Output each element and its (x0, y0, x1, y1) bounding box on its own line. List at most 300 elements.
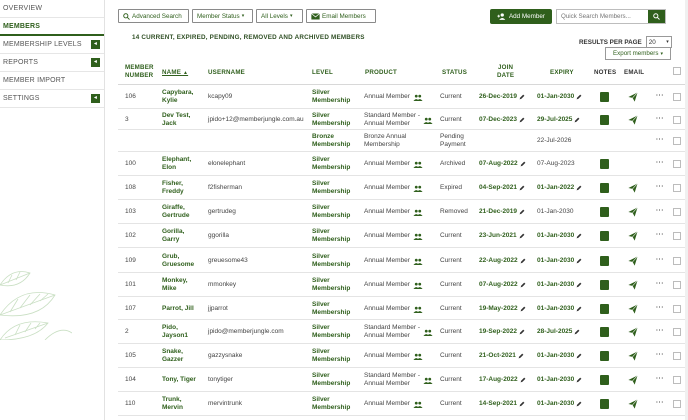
membership-level-link-line: Silver (312, 253, 330, 260)
notes-button[interactable] (600, 183, 609, 193)
member-name-link[interactable] (162, 376, 196, 384)
expiry-date (537, 137, 571, 145)
expiry-date[interactable] (537, 328, 580, 336)
membership-level-link[interactable] (312, 348, 350, 364)
notes-button[interactable] (600, 375, 609, 385)
sidebar-nav (0, 0, 104, 108)
join-date[interactable] (479, 305, 526, 313)
expand-icon[interactable]: ◂ (91, 58, 100, 67)
edit-pencil-icon[interactable] (576, 353, 582, 359)
expiry-date[interactable] (537, 116, 580, 124)
product-line: Annual Member (364, 281, 410, 288)
join-date[interactable] (479, 93, 525, 101)
expiry-date[interactable] (537, 257, 582, 265)
expiry-date-value: 22-Jul-2026 (537, 137, 572, 144)
users-group-icon (413, 353, 423, 360)
edit-pencil-icon[interactable] (576, 306, 582, 312)
status (440, 93, 462, 101)
status (440, 281, 462, 289)
advanced-search-button[interactable] (118, 9, 189, 23)
row-checkbox[interactable] (673, 93, 681, 101)
status (440, 305, 462, 313)
expiry-date[interactable] (537, 352, 582, 360)
member-name-link-line: Jayson1 (162, 332, 189, 339)
membership-level-link-line: Membership (312, 404, 351, 411)
send-email-icon[interactable] (628, 399, 638, 409)
table-row[interactable] (118, 85, 686, 109)
table-row[interactable] (118, 109, 686, 130)
status-line: Removed (440, 208, 468, 215)
email-button[interactable] (628, 304, 638, 317)
username: jjparrot (208, 305, 228, 312)
row-checkbox[interactable] (673, 232, 681, 240)
edit-pencil-icon[interactable] (519, 94, 525, 100)
notes-button[interactable] (600, 327, 609, 337)
product (364, 112, 433, 128)
username: gertrudeg (208, 208, 236, 215)
product-text (364, 232, 410, 240)
membership-level-link-line: Membership (312, 141, 351, 148)
product (364, 305, 423, 313)
member-number: 107 (125, 305, 136, 312)
member-name-link[interactable] (162, 156, 191, 172)
send-email-icon[interactable] (628, 92, 638, 102)
member-name-link-line: Elon (162, 164, 177, 171)
member-status-dropdown[interactable] (192, 9, 253, 23)
membership-level-link[interactable] (312, 112, 350, 128)
username: tonytiger (208, 376, 233, 383)
export-members-button[interactable] (605, 47, 671, 60)
edit-pencil-icon[interactable] (576, 258, 582, 264)
email-button[interactable] (628, 351, 638, 364)
results-per-page-value: 20 (648, 38, 656, 46)
email-button[interactable] (628, 256, 638, 269)
send-email-icon[interactable] (628, 304, 638, 314)
expiry-date[interactable] (537, 93, 582, 101)
send-email-icon[interactable] (628, 231, 638, 241)
row-checkbox[interactable] (673, 116, 681, 124)
product-text (364, 112, 420, 128)
col-join-date[interactable] (497, 64, 514, 80)
membership-level-link[interactable] (312, 228, 350, 244)
membership-level-link-line: Membership (312, 380, 351, 387)
username: jpido@memberjungle.com (208, 328, 284, 335)
join-date[interactable] (479, 184, 525, 192)
member-number: 103 (125, 208, 136, 215)
join-date[interactable] (479, 160, 526, 168)
export-members-label: Export members (613, 50, 659, 57)
member-name-link-line: Fisher, (162, 180, 183, 187)
member-number: 2 (125, 328, 129, 335)
edit-pencil-icon[interactable] (520, 377, 526, 383)
membership-level-link-line: Membership (312, 120, 351, 127)
member-name-link[interactable] (162, 305, 194, 313)
more-actions-icon[interactable]: ··· (656, 159, 664, 166)
notes-button[interactable] (600, 304, 609, 314)
product-line: Bronze Annual (364, 133, 407, 140)
product-line: Annual Member (364, 93, 410, 100)
table-row[interactable] (118, 273, 686, 297)
more-actions-icon[interactable]: ··· (656, 351, 664, 358)
status (440, 208, 468, 216)
membership-level-link[interactable] (312, 324, 350, 340)
table-row[interactable] (118, 152, 686, 176)
col-expiry[interactable]: EXPIRY (550, 69, 574, 76)
membership-level-link[interactable] (312, 253, 350, 269)
expiry-date[interactable] (537, 305, 582, 313)
product-line: Annual Member (364, 352, 410, 359)
more-actions-icon[interactable]: ··· (656, 136, 664, 143)
member-name-link-line: Jack (162, 120, 177, 127)
col-name[interactable] (162, 69, 188, 77)
caret-down-icon: ▾ (289, 13, 293, 19)
users-group-icon (413, 306, 423, 313)
sidebar-item-settings[interactable] (0, 90, 104, 108)
join-date[interactable] (479, 208, 525, 216)
notes-button[interactable] (600, 159, 609, 169)
edit-pencil-icon[interactable] (519, 401, 525, 407)
member-name-link[interactable] (162, 112, 190, 128)
membership-level-link[interactable] (312, 372, 350, 388)
send-email-icon[interactable] (628, 256, 638, 266)
edit-pencil-icon[interactable] (519, 209, 525, 215)
member-name-link[interactable] (162, 324, 188, 340)
table-row[interactable] (118, 344, 686, 368)
status-line: Pending (440, 133, 464, 140)
email-button[interactable] (628, 280, 638, 293)
caret-down-icon: ▾ (666, 39, 669, 45)
status-line: Current (440, 305, 462, 312)
edit-pencil-icon[interactable] (519, 117, 525, 123)
join-date[interactable] (479, 257, 526, 265)
product-line: Annual Member (364, 208, 410, 215)
sidebar-item-label: SETTINGS (3, 95, 40, 102)
membership-level-link[interactable] (312, 277, 350, 293)
member-name-link[interactable] (162, 396, 183, 412)
col-notes: NOTES (594, 69, 617, 76)
member-name-link-line: Freddy (162, 188, 184, 195)
membership-level-link-line: Silver (312, 301, 330, 308)
email-button[interactable] (628, 375, 638, 388)
expiry-date[interactable] (537, 281, 582, 289)
row-checkbox[interactable] (673, 328, 681, 336)
col-username[interactable]: USERNAME (208, 69, 246, 76)
join-date-value: 23-Jun-2021 (479, 232, 517, 239)
users-group-icon (423, 329, 433, 336)
membership-level-link[interactable] (312, 204, 350, 220)
join-date-value: 19-Sep-2022 (479, 328, 517, 335)
member-name-link-line: Gazzer (162, 356, 184, 363)
member-count-summary: 14 CURRENT, EXPIRED, PENDING, REMOVED AND ARCHIVED MEMBERS (132, 34, 365, 41)
more-actions-icon[interactable]: ··· (656, 207, 664, 214)
email-button[interactable] (628, 207, 638, 220)
status-line: Current (440, 281, 462, 288)
member-name-link-line: Grub, (162, 253, 180, 260)
member-number: 106 (125, 93, 136, 100)
expiry-date-value: 01-Jan-2030 (537, 208, 574, 215)
table-row[interactable] (118, 368, 686, 392)
join-date[interactable] (479, 116, 525, 124)
notes-button[interactable] (600, 231, 609, 241)
users-group-icon (413, 258, 423, 265)
more-actions-icon[interactable]: ··· (656, 375, 664, 382)
add-member-button[interactable] (490, 9, 552, 24)
membership-level-link[interactable] (312, 396, 350, 412)
search-icon (653, 13, 660, 20)
quick-search-button[interactable] (648, 10, 665, 23)
product (364, 372, 433, 388)
expiry-date[interactable] (537, 376, 582, 384)
select-all-checkbox[interactable] (673, 67, 681, 75)
row-checkbox[interactable] (673, 208, 681, 216)
member-name-link[interactable] (162, 204, 189, 220)
status (440, 116, 462, 124)
member-name-link-line: Pido, (162, 324, 178, 331)
notes-book-icon (600, 351, 609, 361)
email-members-button[interactable] (306, 9, 376, 23)
expiry-date[interactable] (537, 232, 582, 240)
table-row[interactable] (118, 248, 686, 273)
product-line: Annual Member (364, 184, 410, 191)
send-email-icon[interactable] (628, 207, 638, 217)
edit-pencil-icon[interactable] (519, 233, 525, 239)
member-number: 102 (125, 232, 136, 239)
row-checkbox[interactable] (673, 184, 681, 192)
table-row[interactable] (118, 200, 686, 224)
product-text (364, 208, 410, 216)
email-button[interactable] (628, 231, 638, 244)
notes-button[interactable] (600, 256, 609, 266)
email-button[interactable] (628, 327, 638, 340)
edit-pencil-icon[interactable] (520, 161, 526, 167)
edit-pencil-icon[interactable] (574, 117, 580, 123)
send-email-icon[interactable] (628, 183, 638, 193)
membership-level-link[interactable] (312, 156, 350, 172)
product (364, 133, 406, 149)
member-name-link[interactable] (162, 228, 184, 244)
col-member-number[interactable] (125, 64, 154, 80)
sidebar-item-label: MEMBER IMPORT (3, 77, 66, 84)
membership-level-link[interactable] (312, 180, 350, 196)
member-name-link[interactable] (162, 89, 193, 105)
notes-book-icon (600, 375, 609, 385)
notes-book-icon (600, 327, 609, 337)
join-date[interactable] (479, 232, 525, 240)
send-email-icon[interactable] (628, 375, 638, 385)
product-text (364, 400, 410, 408)
expiry-date (537, 160, 575, 168)
notes-button[interactable] (600, 92, 609, 102)
notes-book-icon (600, 207, 609, 217)
table-row[interactable] (118, 176, 686, 200)
product-line: Annual Member (364, 332, 410, 339)
edit-pencil-icon[interactable] (574, 329, 580, 335)
sidebar-item-overview[interactable] (0, 0, 104, 18)
users-group-icon (423, 377, 433, 384)
row-checkbox[interactable] (673, 281, 681, 289)
product-line: Annual Member (364, 257, 410, 264)
row-checkbox[interactable] (673, 400, 681, 408)
notes-button[interactable] (600, 399, 609, 409)
edit-pencil-icon[interactable] (520, 282, 526, 288)
more-actions-icon[interactable]: ··· (656, 183, 664, 190)
product-line: Standard Member - (364, 112, 420, 119)
edit-pencil-icon[interactable] (576, 377, 582, 383)
product (364, 257, 423, 265)
membership-level-link-line: Silver (312, 204, 330, 211)
member-number: 3 (125, 116, 129, 123)
expiry-date-value: 01-Jan-2030 (537, 232, 575, 239)
member-number: 108 (125, 184, 136, 191)
table-row[interactable] (118, 320, 686, 344)
col-level[interactable]: LEVEL (312, 69, 333, 76)
send-email-icon[interactable] (628, 327, 638, 337)
sidebar-item-members[interactable] (0, 18, 104, 36)
expand-icon[interactable]: ◂ (91, 94, 100, 103)
sidebar-item-reports[interactable] (0, 54, 104, 72)
table-row[interactable] (118, 224, 686, 248)
member-name-link[interactable] (162, 277, 188, 293)
sidebar-item-membership-levels[interactable] (0, 36, 104, 54)
join-date-value: 17-Aug-2022 (479, 376, 518, 383)
row-checkbox[interactable] (673, 376, 681, 384)
row-checkbox[interactable] (673, 137, 681, 145)
leaf-decoration-icon (0, 255, 72, 340)
product-line: Annual Member (364, 160, 410, 167)
table-row[interactable] (118, 392, 686, 416)
more-actions-icon[interactable]: ··· (656, 304, 664, 311)
row-checkbox[interactable] (673, 352, 681, 360)
expiry-date-value: 28-Jul-2025 (537, 328, 573, 335)
all-levels-dropdown[interactable] (256, 9, 303, 23)
row-checkbox[interactable] (673, 160, 681, 168)
membership-level-link-line: Membership (312, 356, 351, 363)
membership-level-link-line: Membership (312, 309, 351, 316)
sidebar-item-label: REPORTS (3, 59, 39, 66)
member-name-link[interactable] (162, 253, 194, 269)
membership-level-link-line: Silver (312, 228, 330, 235)
search-icon (123, 13, 130, 20)
membership-level-link-line: Silver (312, 89, 330, 96)
more-actions-icon[interactable]: ··· (656, 115, 664, 122)
email-button[interactable] (628, 92, 638, 105)
send-email-icon[interactable] (628, 280, 638, 290)
membership-level-link-line: Bronze (312, 133, 335, 140)
product-text (364, 352, 410, 360)
join-date[interactable] (479, 352, 524, 360)
send-email-icon[interactable] (628, 115, 638, 125)
edit-pencil-icon[interactable] (519, 329, 525, 335)
table-row[interactable] (118, 297, 686, 320)
notes-book-icon (600, 256, 609, 266)
notes-button[interactable] (600, 115, 609, 125)
membership-level-link[interactable] (312, 133, 350, 149)
col-status[interactable]: STATUS (442, 69, 468, 76)
edit-pencil-icon[interactable] (576, 185, 582, 191)
col-member-number-line1: MEMBER (125, 64, 154, 71)
edit-pencil-icon[interactable] (576, 94, 582, 100)
more-actions-icon[interactable]: ··· (656, 231, 664, 238)
join-date[interactable] (479, 400, 525, 408)
join-date-value: 26-Dec-2019 (479, 93, 517, 100)
expiry-date-value: 01-Jan-2030 (537, 257, 575, 264)
send-email-icon[interactable] (628, 351, 638, 361)
username: kcapy09 (208, 93, 233, 100)
edit-pencil-icon[interactable] (520, 258, 526, 264)
product (364, 160, 423, 168)
email-button[interactable] (628, 115, 638, 128)
email-button[interactable] (628, 399, 638, 412)
status (440, 160, 465, 168)
col-product[interactable]: PRODUCT (365, 69, 397, 76)
membership-level-link-line: Membership (312, 164, 351, 171)
email-members-label: Email Members (322, 12, 366, 20)
expiry-date[interactable] (537, 400, 582, 408)
expiry-date-value: 29-Jul-2025 (537, 116, 573, 123)
membership-level-link-line: Silver (312, 348, 330, 355)
quick-search-input[interactable] (557, 10, 648, 23)
edit-pencil-icon[interactable] (518, 353, 524, 359)
more-actions-icon[interactable]: ··· (656, 280, 664, 287)
sidebar-item-label: MEMBERSHIP LEVELS (3, 41, 82, 48)
edit-pencil-icon[interactable] (576, 233, 582, 239)
email-button[interactable] (628, 183, 638, 196)
status (440, 352, 462, 360)
product-text (364, 257, 410, 265)
product (364, 208, 423, 216)
member-name-link[interactable] (162, 180, 184, 196)
more-actions-icon[interactable]: ··· (656, 92, 664, 99)
member-name-link-line: Parrot, Jill (162, 305, 194, 312)
member-name-link-line: Trunk, (162, 396, 182, 403)
more-actions-icon[interactable]: ··· (656, 327, 664, 334)
status (440, 257, 462, 265)
sidebar-item-member-import[interactable] (0, 72, 104, 90)
edit-pencil-icon[interactable] (519, 185, 525, 191)
notes-button[interactable] (600, 207, 609, 217)
product-line: Standard Member - (364, 324, 420, 331)
edit-pencil-icon[interactable] (520, 306, 526, 312)
notes-book-icon (600, 399, 609, 409)
membership-level-link[interactable] (312, 301, 350, 317)
expiry-date[interactable] (537, 184, 582, 192)
more-actions-icon[interactable]: ··· (656, 256, 664, 263)
edit-pencil-icon[interactable] (576, 282, 582, 288)
join-date[interactable] (479, 328, 525, 336)
member-name-link-line: Gertrude (162, 212, 190, 219)
edit-pencil-icon[interactable] (576, 401, 582, 407)
row-checkbox[interactable] (673, 305, 681, 313)
notes-button[interactable] (600, 280, 609, 290)
username: f2fisherman (208, 184, 242, 191)
more-actions-icon[interactable]: ··· (656, 399, 664, 406)
row-checkbox[interactable] (673, 257, 681, 265)
table-row[interactable] (118, 130, 686, 152)
join-date[interactable] (479, 281, 526, 289)
join-date[interactable] (479, 376, 526, 384)
notes-button[interactable] (600, 351, 609, 361)
membership-level-link-line: Silver (312, 112, 330, 119)
notes-book-icon (600, 231, 609, 241)
username: mervintrunk (208, 400, 242, 407)
col-email: EMAIL (624, 69, 645, 76)
notes-book-icon (600, 92, 609, 102)
membership-level-link[interactable] (312, 89, 350, 105)
expand-icon[interactable]: ◂ (91, 40, 100, 49)
membership-level-link-line: Membership (312, 97, 351, 104)
member-name-link[interactable] (162, 348, 183, 364)
membership-level-link-line: Membership (312, 285, 351, 292)
